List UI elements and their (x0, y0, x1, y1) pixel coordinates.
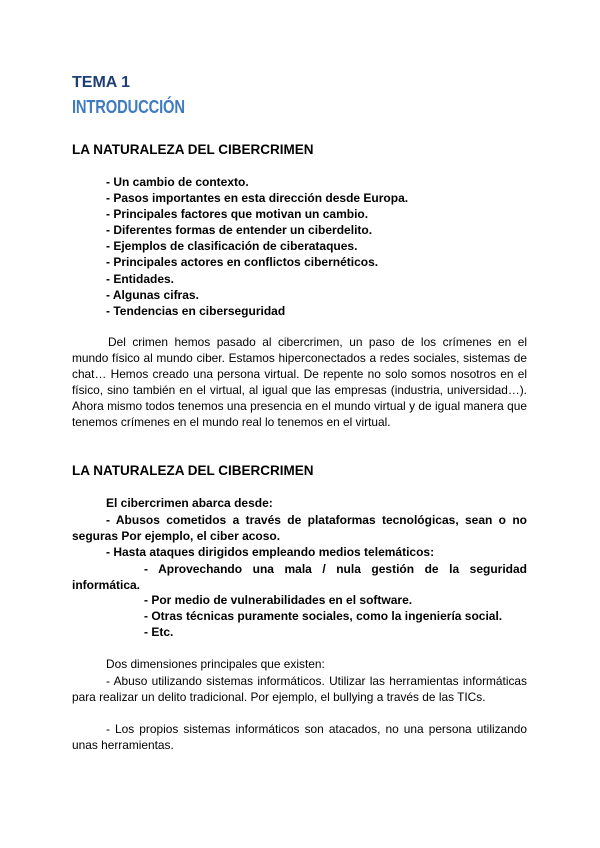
topic-list (106, 174, 408, 319)
section-1-title: LA NATURALEZA DEL CIBERCRIMEN (72, 142, 314, 157)
sub-item-etc: - Etc. (144, 625, 174, 639)
list-item: - Principales actores en conflictos cibernéticos. (106, 255, 379, 270)
dimension-1: - Abuso utilizando sistemas informáticos. Utilizar las herramientas informáticas para realizar un delito tradicional. Por ejemplo, el bullying a través de las TICs. (72, 674, 527, 705)
sub-item-gestion: - Aprovechando una mala / nula gestión de la seguridad informática. (72, 562, 527, 593)
dimension-2: - Los propios sistemas informáticos son atacados, no una persona utilizando unas herramientas. (72, 722, 527, 753)
list-item: - Algunas cifras. (106, 287, 199, 302)
list-item: - Un cambio de contexto. (106, 175, 249, 189)
scope-item-abusos: - Abusos cometidos a través de plataformas tecnológicas, sean o no seguras Por ejemplo, el ciber acoso. (72, 513, 527, 544)
list-item: - Ejemplos de clasificación de ciberataques. (106, 239, 358, 254)
list-item: - Tendencias en ciberseguridad (106, 303, 286, 318)
chapter-title: INTRODUCCIÓN (72, 97, 185, 117)
scope-heading: El cibercrimen abarca desde: (106, 496, 273, 510)
list-item: - Entidades. (106, 271, 175, 286)
list-item: - Pasos importantes en esta dirección desde Europa. (106, 191, 409, 206)
sub-item-ingenieria-social: - Otras técnicas puramente sociales, como la ingeniería social. (144, 609, 503, 623)
chapter-number: TEMA 1 (72, 74, 131, 91)
list-item: - Diferentes formas de entender un ciberdelito. (106, 223, 373, 238)
dimensions-heading: Dos dimensiones principales que existen: (106, 657, 325, 671)
intro-paragraph: Del crimen hemos pasado al cibercrimen, un paso de los crímenes en el mundo físico al mundo ciber. Estamos hiperconectados a redes sociales, sistemas de chat… Hemos creado una persona virtual. De repente no solo somos nosotros en el físico, sino también en el virtual, al igual que las empresas (industria, universidad…). Ahora mismo todos tenemos una presencia en el mundo virtual y de igual manera que tenemos crímenes en el mundo real lo tenemos en el virtual. (72, 335, 527, 430)
list-item: - Principales factores que motivan un cambio. (106, 207, 369, 222)
sub-item-vulnerabilidades: - Por medio de vulnerabilidades en el software. (144, 593, 413, 607)
section-2-title: LA NATURALEZA DEL CIBERCRIMEN (72, 463, 314, 478)
scope-item-ataques: - Hasta ataques dirigidos empleando medios telemáticos: (106, 545, 435, 559)
